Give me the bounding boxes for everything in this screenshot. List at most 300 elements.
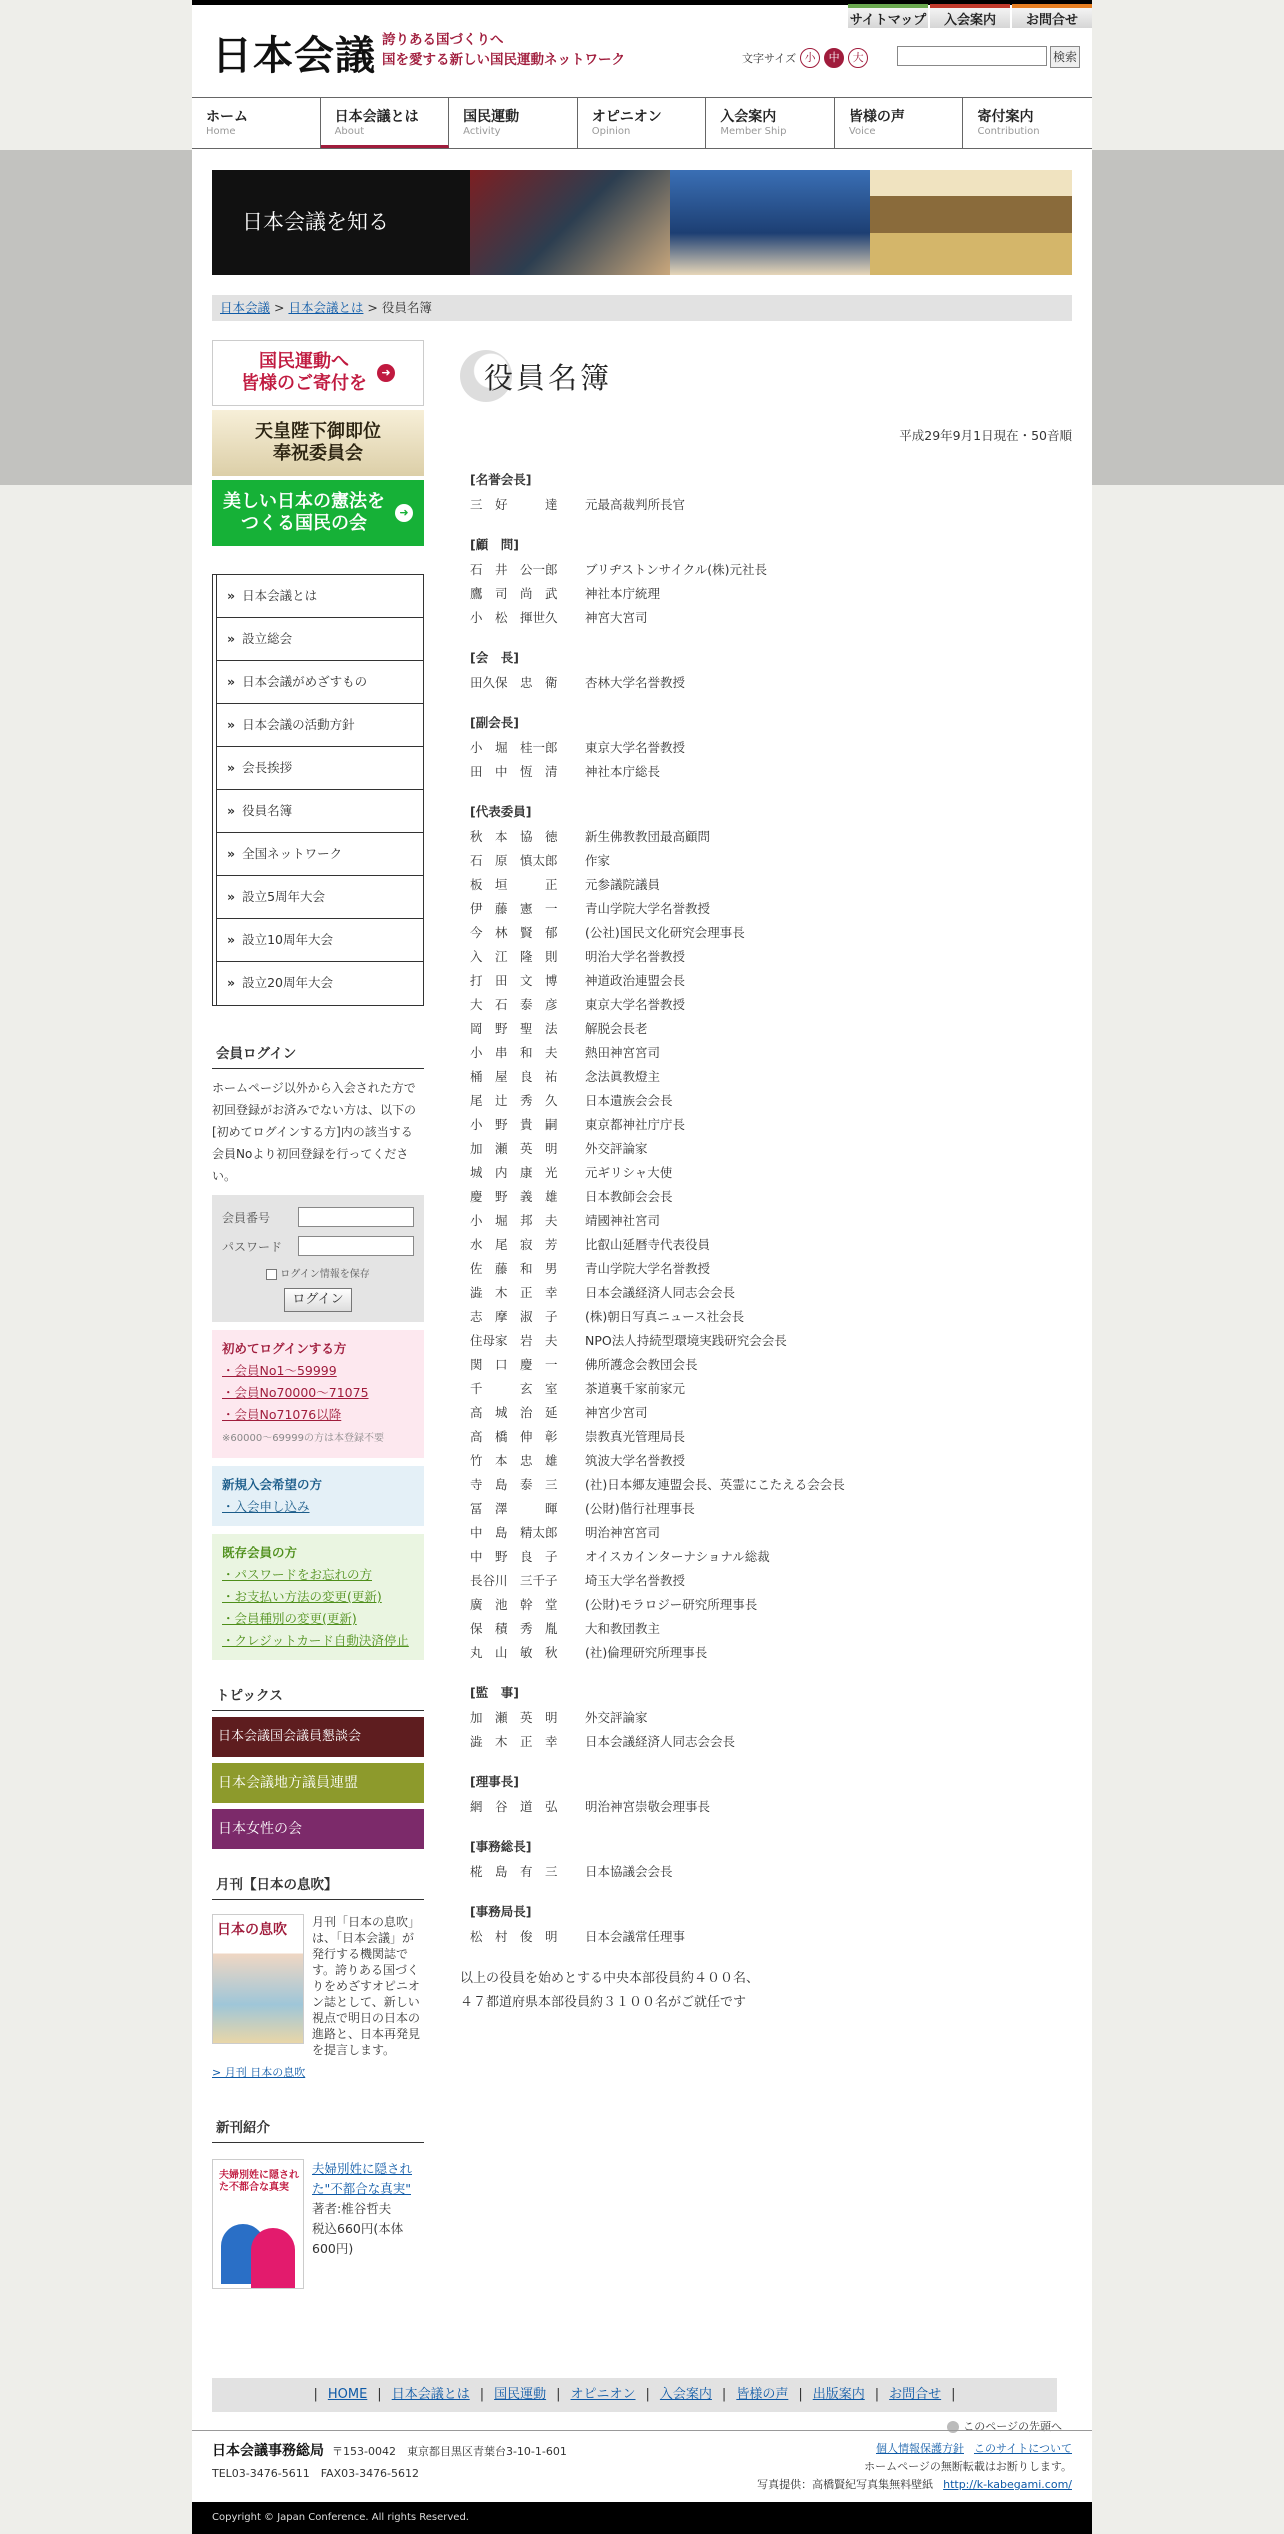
officer-name: 加 瀬 英 明	[470, 1710, 558, 1725]
officer-position: 作家	[585, 853, 611, 868]
remember-checkbox[interactable]	[266, 1269, 277, 1280]
page-banner	[212, 170, 1072, 275]
magazine-cover[interactable]	[212, 1914, 304, 2044]
privacy-link[interactable]: 個人情報保護方針	[875, 2442, 964, 2455]
chevron-right-icon: »	[227, 674, 236, 689]
existing-member-link[interactable]: ・お支払い方法の変更(更新)	[222, 1589, 382, 1604]
footer-link[interactable]: オピニオン	[570, 2387, 636, 2402]
officer-name: 冨 澤 暉	[470, 1501, 558, 1516]
newbook-author: 著者:椎谷哲夫	[312, 2201, 392, 2216]
officer-position: NPO法人持続型環境実践研究会会長	[585, 1333, 787, 1348]
officer-name: 志 摩 淑 子	[470, 1309, 558, 1324]
first-login-link[interactable]: ・会員No1～59999	[222, 1363, 337, 1378]
officer-section	[460, 802, 1072, 1665]
officer-name: 保 積 秀 胤	[470, 1621, 558, 1636]
section-title: [理事長]	[470, 1774, 519, 1789]
officer-position: 埼玉大学名誉教授	[585, 1573, 686, 1588]
officer-section	[460, 1772, 1072, 1819]
chevron-right-icon: »	[227, 975, 236, 990]
footnote	[460, 1967, 1072, 2015]
menu-item[interactable]	[216, 704, 423, 747]
magazine-cover-title: 日本の息吹	[217, 1922, 287, 1938]
nav-sublabel: Home	[206, 126, 236, 137]
officer-row	[470, 969, 1072, 993]
password-input[interactable]	[298, 1236, 414, 1256]
officer-position: 新生佛教教団最高顧問	[585, 829, 711, 844]
magazine-block	[212, 1914, 424, 2058]
footer-link[interactable]: 日本会議とは	[391, 2387, 470, 2402]
officer-name: 関 口 慶 一	[470, 1357, 558, 1372]
page-title: 役員名簿	[484, 360, 613, 395]
breadcrumb-current: 役員名簿	[381, 300, 432, 315]
arrow-right-icon: ➜	[395, 504, 413, 522]
nav-contribution[interactable]	[963, 98, 1092, 148]
section-title: [監 事]	[470, 1685, 519, 1700]
section-title: [顧 問]	[470, 537, 519, 552]
first-login-box	[212, 1330, 424, 1458]
nav-about[interactable]	[321, 98, 450, 148]
officer-name: 板 垣 正	[470, 877, 558, 892]
login-button[interactable]: ログイン	[284, 1288, 352, 1312]
join-application-link[interactable]: ・入会申し込み	[222, 1499, 310, 1514]
chevron-right-icon: »	[227, 631, 236, 646]
footer-link[interactable]: 国民運動	[494, 2387, 547, 2402]
officer-name: 入 江 隆 則	[470, 949, 558, 964]
nav-activity[interactable]	[449, 98, 578, 148]
officer-name: 三 好 達	[470, 497, 558, 512]
officer-row	[470, 1401, 1072, 1425]
menu-item-label: 会長挨拶	[242, 760, 293, 775]
officer-section	[460, 648, 1072, 695]
nav-sublabel: Activity	[463, 126, 501, 137]
officer-name: 鷹 司 尚 武	[470, 586, 558, 601]
login-form	[212, 1195, 424, 1322]
officer-row	[470, 825, 1072, 849]
officer-name: 尾 辻 秀 久	[470, 1093, 558, 1108]
officer-row	[470, 849, 1072, 873]
officer-name: 高 橋 伸 彰	[470, 1429, 558, 1444]
chevron-right-icon: »	[227, 588, 236, 603]
menu-item[interactable]	[216, 833, 423, 876]
officer-name: 竹 本 忠 雄	[470, 1453, 558, 1468]
officer-row	[470, 736, 1072, 760]
officer-row	[470, 671, 1072, 695]
officer-section	[460, 713, 1072, 784]
top-links	[846, 4, 1092, 28]
officer-position: (社)倫理研究所理事長	[585, 1645, 708, 1660]
officer-row	[470, 1353, 1072, 1377]
menu-item[interactable]	[216, 962, 423, 1005]
font-size-medium-button[interactable]: 中	[824, 48, 844, 68]
officer-name: 澁 木 正 幸	[470, 1734, 558, 1749]
topic-banner[interactable]: 日本会議国会議員懇談会	[212, 1717, 424, 1757]
officer-position: 日本会議経済人同志会会長	[585, 1734, 736, 1749]
footnote-line: ４７都道府県本部役員約３１００名がご就任です	[460, 1995, 747, 2010]
officer-name: 丸 山 敏 秋	[470, 1645, 558, 1660]
officer-row	[470, 493, 1072, 517]
chevron-right-icon: »	[227, 932, 236, 947]
officer-position: 東京都神社庁庁長	[585, 1117, 686, 1132]
officer-row	[470, 897, 1072, 921]
footer-divider	[192, 2430, 1092, 2431]
footer-nav: | HOME | 日本会議とは | 国民運動 | オピニオン | 入会案内 | 皆様の声 | 出版案内 | お問合せ |	[212, 2378, 1057, 2412]
officer-row	[470, 1377, 1072, 1401]
officer-name: 城 内 康 光	[470, 1165, 558, 1180]
section-title: [事務局長]	[470, 1904, 532, 1919]
officer-row	[470, 1569, 1072, 1593]
newbook-block	[212, 2159, 424, 2289]
emperor-banner[interactable]	[212, 410, 424, 476]
footer-link[interactable]: お問合せ	[889, 2387, 942, 2402]
officer-name: 桶 屋 良 祐	[470, 1069, 558, 1084]
search-button[interactable]: 検索	[1050, 46, 1080, 68]
menu-item-label: 日本会議の活動方針	[242, 717, 355, 732]
officer-name: 岡 野 聖 法	[470, 1021, 558, 1036]
topic-banner[interactable]: 日本女性の会	[212, 1809, 424, 1849]
officer-row	[470, 1281, 1072, 1305]
officer-position: 神宮大宮司	[585, 610, 648, 625]
tagline-line-2: 国を愛する新しい国民運動ネットワーク	[382, 52, 625, 68]
officer-position: (公社)国民文化研究会理事長	[585, 925, 745, 940]
page-container	[192, 0, 1092, 2534]
officer-name: 廣 池 幹 堂	[470, 1597, 558, 1612]
no-copy-note: ホームページの無断転載はお断りします。	[864, 2460, 1072, 2473]
breadcrumb	[212, 295, 1072, 321]
officer-name: 田久保 忠 衛	[470, 675, 558, 690]
newbook-cover[interactable]	[212, 2159, 304, 2289]
photo-credit-link[interactable]: http://k-kabegami.com/	[943, 2478, 1072, 2491]
footer-link[interactable]: 入会案内	[659, 2387, 712, 2402]
footer-link[interactable]: HOME	[327, 2387, 368, 2402]
font-size-control	[742, 48, 868, 68]
magazine-description: 月刊「日本の息吹」は、「日本会議」が発行する機関誌です。誇りある国づくりをめざすオピニオン誌として、新しい視点で明日の日本の進路と、日本再発見を提言します。	[312, 1915, 421, 2057]
officer-name: 中 島 精太郎	[470, 1525, 558, 1540]
chevron-right-icon: »	[227, 889, 236, 904]
officer-row	[470, 582, 1072, 606]
officer-row	[470, 945, 1072, 969]
officer-name: 石 井 公一郎	[470, 562, 558, 577]
arrow-up-icon	[947, 2421, 959, 2433]
first-login-link[interactable]: ・会員No71076以降	[222, 1407, 342, 1422]
footnote-line: 以上の役員を始めとする中央本部役員約４００名、	[460, 1971, 760, 1986]
nav-label: ホーム	[206, 109, 248, 125]
officer-position: 青山学院大学名誉教授	[585, 901, 711, 916]
menu-item[interactable]	[216, 575, 423, 618]
nav-label: 寄付案内	[977, 109, 1034, 125]
as-of-date: 平成29年9月1日現在・50音順	[899, 428, 1072, 443]
officer-row	[470, 1257, 1072, 1281]
section-title: [代表委員]	[470, 804, 532, 819]
existing-member-link[interactable]: ・会員種別の変更(更新)	[222, 1611, 357, 1626]
officer-name: 椛 島 有 三	[470, 1864, 558, 1879]
officer-row	[470, 1065, 1072, 1089]
officer-row	[470, 606, 1072, 630]
officer-row	[470, 1113, 1072, 1137]
page-top-label: このページの先頭へ	[963, 2420, 1062, 2433]
menu-item[interactable]	[216, 919, 423, 962]
menu-item[interactable]	[216, 876, 423, 919]
officer-position: (株)朝日写真ニュース社会長	[585, 1309, 745, 1324]
officer-position: (社)日本郷友連盟会長、英霊にこたえる会会長	[585, 1477, 845, 1492]
officer-position: 大和教団教主	[585, 1621, 661, 1636]
menu-item-label: 設立5周年大会	[242, 889, 326, 904]
officer-position: 熱田神宮宮司	[585, 1045, 661, 1060]
nav-voice[interactable]	[835, 98, 964, 148]
officer-name: 中 野 良 子	[470, 1549, 558, 1564]
nav-opinion[interactable]	[578, 98, 707, 148]
officer-row	[470, 873, 1072, 897]
officer-row	[470, 1521, 1072, 1545]
breadcrumb-home[interactable]: 日本会議	[220, 300, 271, 315]
newbook-price: 税込660円(本体600円)	[312, 2221, 404, 2256]
officer-position: 念法眞教燈主	[585, 1069, 661, 1084]
site-logo[interactable]: 日本会議	[212, 32, 376, 79]
officer-position: 崇教真光管理局長	[585, 1429, 686, 1444]
officer-name: 小 野 貴 嗣	[470, 1117, 558, 1132]
officer-name: 澁 木 正 幸	[470, 1285, 558, 1300]
officer-name: 寺 島 泰 三	[470, 1477, 558, 1492]
officer-row	[470, 1329, 1072, 1353]
menu-item[interactable]	[216, 790, 423, 833]
section-title: [名誉会長]	[470, 472, 532, 487]
officer-section	[460, 470, 1072, 517]
topics-heading: トピックス	[212, 1684, 424, 1711]
newbook-cover-title: 夫婦別姓に隠された不都合な真実	[219, 2170, 299, 2193]
officer-row	[470, 1089, 1072, 1113]
existing-member-link[interactable]: ・パスワードをお忘れの方	[222, 1567, 373, 1582]
chevron-right-icon: »	[227, 803, 236, 818]
page-top-link[interactable]	[947, 2418, 1062, 2434]
newbook-title-link[interactable]: 夫婦別姓に隠された"不都合な真実"	[312, 2161, 413, 2196]
officer-name: 大 石 泰 彦	[470, 997, 558, 1012]
menu-item-label: 設立10周年大会	[242, 932, 333, 947]
existing-member-link[interactable]: ・クレジットカード自動決済停止	[222, 1633, 409, 1648]
officer-position: オイスカインターナショナル総裁	[585, 1549, 770, 1564]
cover-silhouette	[251, 2228, 295, 2288]
constitution-banner-text: 美しい日本の憲法を つくる国民の会	[223, 491, 385, 534]
officer-row	[470, 1209, 1072, 1233]
magazine-heading: 月刊【日本の息吹】	[212, 1873, 424, 1900]
officer-position: 東京大学名誉教授	[585, 740, 686, 755]
chevron-right-icon: »	[227, 846, 236, 861]
member-no-label: 会員番号	[222, 1210, 271, 1225]
footer-link[interactable]: 出版案内	[812, 2387, 865, 2402]
officer-section	[460, 1683, 1072, 1754]
officer-name: 佐 藤 和 男	[470, 1261, 558, 1276]
donation-banner-text: 国民運動へ 皆様のご寄付を	[241, 351, 367, 394]
officer-position: 日本教師会会長	[585, 1189, 673, 1204]
officer-row	[470, 558, 1072, 582]
footer-tel: TEL03-3476-5611 FAX03-3476-5612	[212, 2467, 420, 2480]
officer-row	[470, 1497, 1072, 1521]
officer-position: 筑波大学名誉教授	[585, 1453, 686, 1468]
about-menu	[212, 574, 424, 1006]
menu-item-label: 設立20周年大会	[242, 975, 333, 990]
officer-name: 田 中 恆 清	[470, 764, 558, 779]
officer-name: 伊 藤 憲 一	[470, 901, 558, 916]
photo-credit: 写真提供：高橋賢紀写真集無料壁紙	[757, 2478, 934, 2491]
officer-row	[470, 1617, 1072, 1641]
officer-position: 靖國神社宮司	[585, 1213, 661, 1228]
menu-item-label: 日本会議とは	[242, 588, 318, 603]
tagline-line-1: 誇りある国づくりへ	[382, 32, 504, 48]
officer-name: 打 田 文 博	[470, 973, 558, 988]
about-site-link[interactable]: このサイトについて	[973, 2442, 1072, 2455]
officer-name: 水 尾 寂 芳	[470, 1237, 558, 1252]
constitution-banner[interactable]	[212, 480, 424, 546]
footer-address	[212, 2440, 567, 2485]
officer-row	[470, 1795, 1072, 1819]
officer-name: 慶 野 義 雄	[470, 1189, 558, 1204]
contact-link[interactable]: お問合せ	[1012, 4, 1092, 28]
officer-position: 佛所護念会教団会長	[585, 1357, 698, 1372]
new-member-box	[212, 1466, 424, 1526]
officer-row	[470, 1730, 1072, 1754]
join-link[interactable]: 入会案内	[930, 4, 1010, 28]
officer-position: 比叡山延暦寺代表役員	[585, 1237, 711, 1252]
officer-position: ブリヂストンサイクル(株)元社長	[585, 562, 768, 577]
menu-item-label: 設立総会	[242, 631, 293, 646]
officer-row	[470, 993, 1072, 1017]
officer-position: 神宮少宮司	[585, 1405, 648, 1420]
officer-row	[470, 1641, 1072, 1665]
banner-photo-hall	[870, 170, 1072, 275]
nav-sublabel: Member Ship	[720, 126, 787, 137]
officer-row	[470, 1449, 1072, 1473]
nav-sublabel: About	[334, 126, 365, 137]
copyright: Copyright © Japan Conference. All rights Reserved.	[192, 2502, 1092, 2534]
newbook-heading: 新刊紹介	[212, 2116, 424, 2143]
officer-row	[470, 1473, 1072, 1497]
officer-row	[470, 1185, 1072, 1209]
nav-sublabel: Contribution	[977, 126, 1040, 137]
officer-section	[460, 1837, 1072, 1884]
nav-label: 日本会議とは	[334, 109, 419, 125]
officer-row	[470, 1706, 1072, 1730]
existing-member-box	[212, 1534, 424, 1660]
officer-position: 茶道裏千家前家元	[585, 1381, 686, 1396]
first-login-link[interactable]: ・会員No70000～71075	[222, 1385, 369, 1400]
officer-name: 小 串 和 夫	[470, 1045, 558, 1060]
officer-row	[470, 1545, 1072, 1569]
nav-label: オピニオン	[591, 109, 662, 125]
officer-name: 高 城 治 延	[470, 1405, 558, 1420]
nav-label: 皆様の声	[848, 109, 905, 125]
officer-row	[470, 1137, 1072, 1161]
donation-banner[interactable]	[212, 340, 424, 406]
first-login-note: ※60000～69999の方は本登録不要	[222, 1433, 385, 1444]
officer-row	[470, 1593, 1072, 1617]
main-nav	[192, 97, 1092, 149]
breadcrumb-sep: >	[363, 300, 382, 315]
magazine-link[interactable]: > 月刊 日本の息吹	[212, 2066, 306, 2079]
officer-row	[470, 921, 1072, 945]
officer-section	[460, 1902, 1072, 1949]
font-size-label: 文字サイズ	[742, 52, 797, 65]
topic-banner[interactable]: 日本会議地方議員連盟	[212, 1763, 424, 1803]
officer-name: 長谷川 三千子	[470, 1573, 558, 1588]
officer-list	[460, 470, 1072, 1949]
officer-position: 解脱会長老	[585, 1021, 648, 1036]
officer-name: 今 林 賢 郁	[470, 925, 558, 940]
officer-position: 日本会議常任理事	[585, 1929, 686, 1944]
existing-member-title: 既存会員の方	[222, 1545, 298, 1560]
officer-name: 小 堀 桂一郎	[470, 740, 558, 755]
officer-position: 杏林大学名誉教授	[585, 675, 686, 690]
officer-name: 住母家 岩 夫	[470, 1333, 558, 1348]
officer-position: 明治神宮宮司	[585, 1525, 661, 1540]
login-instructions: ホームページ以外から入会された方で初回登録がお済みでない方は、以下の[初めてログインする方]内の該当する会員Noより初回登録を行ってください。	[212, 1081, 417, 1183]
chevron-right-icon: »	[227, 717, 236, 732]
emperor-banner-text: 天皇陛下御即位 奉祝委員会	[255, 421, 381, 464]
menu-item[interactable]	[216, 618, 423, 661]
officer-section	[460, 535, 1072, 630]
banner-photo-speaker	[670, 170, 870, 275]
officer-position: 日本協議会会長	[585, 1864, 673, 1879]
menu-item[interactable]	[216, 747, 423, 790]
search-input[interactable]	[897, 46, 1047, 66]
newbook-info	[312, 2159, 424, 2289]
sitemap-link[interactable]: サイトマップ	[848, 4, 928, 28]
officer-row	[470, 760, 1072, 784]
officer-row	[470, 1925, 1072, 1949]
nav-membership[interactable]	[706, 98, 835, 148]
section-title: [事務総長]	[470, 1839, 532, 1854]
officer-row	[470, 1017, 1072, 1041]
font-size-large-button[interactable]: 大	[848, 48, 868, 68]
password-label: パスワード	[222, 1239, 283, 1254]
officer-position: 日本会議経済人同志会会長	[585, 1285, 736, 1300]
menu-item-label: 全国ネットワーク	[242, 846, 343, 861]
member-no-input[interactable]	[298, 1207, 414, 1227]
footer-link[interactable]: 皆様の声	[736, 2387, 789, 2402]
login-heading: 会員ログイン	[212, 1042, 424, 1069]
officer-row	[470, 1233, 1072, 1257]
officer-position: 元最高裁判所長官	[585, 497, 686, 512]
search-form	[897, 46, 1080, 68]
officer-position: 神社本庁統理	[585, 586, 661, 601]
remember-label: ログイン情報を保存	[280, 1269, 370, 1280]
first-login-title: 初めてログインする方	[222, 1341, 347, 1356]
officer-position: 神社本庁総長	[585, 764, 661, 779]
officer-position: 日本遺族会会長	[585, 1093, 673, 1108]
officer-name: 小 堀 邦 夫	[470, 1213, 558, 1228]
officer-name: 千 玄 室	[470, 1381, 558, 1396]
officer-name: 加 瀬 英 明	[470, 1141, 558, 1156]
new-member-title: 新規入会希望の方	[222, 1477, 323, 1492]
officer-name: 秋 本 協 徳	[470, 829, 558, 844]
font-size-small-button[interactable]: 小	[800, 48, 820, 68]
breadcrumb-parent[interactable]: 日本会議とは	[288, 300, 364, 315]
breadcrumb-sep: >	[270, 300, 289, 315]
footer-postal-address: 〒153-0042 東京都目黒区青葉台3-10-1-601	[332, 2445, 567, 2458]
page-title-block	[460, 340, 1072, 412]
section-title: [副会長]	[470, 715, 519, 730]
banner-photo-crowd	[470, 170, 670, 275]
banner-title: 日本会議を知る	[242, 210, 389, 234]
officer-name: 松 村 俊 明	[470, 1929, 558, 1944]
chevron-right-icon: »	[227, 760, 236, 775]
nav-home[interactable]	[192, 98, 321, 148]
officer-position: 東京大学名誉教授	[585, 997, 686, 1012]
officer-position: 明治大学名誉教授	[585, 949, 686, 964]
officer-row	[470, 1161, 1072, 1185]
menu-item[interactable]	[216, 661, 423, 704]
footer-org: 日本会議事務総局	[212, 2443, 324, 2459]
menu-item-label: 日本会議がめざすもの	[242, 674, 368, 689]
nav-sublabel: Opinion	[591, 126, 631, 137]
officer-position: 元参議院議員	[585, 877, 661, 892]
